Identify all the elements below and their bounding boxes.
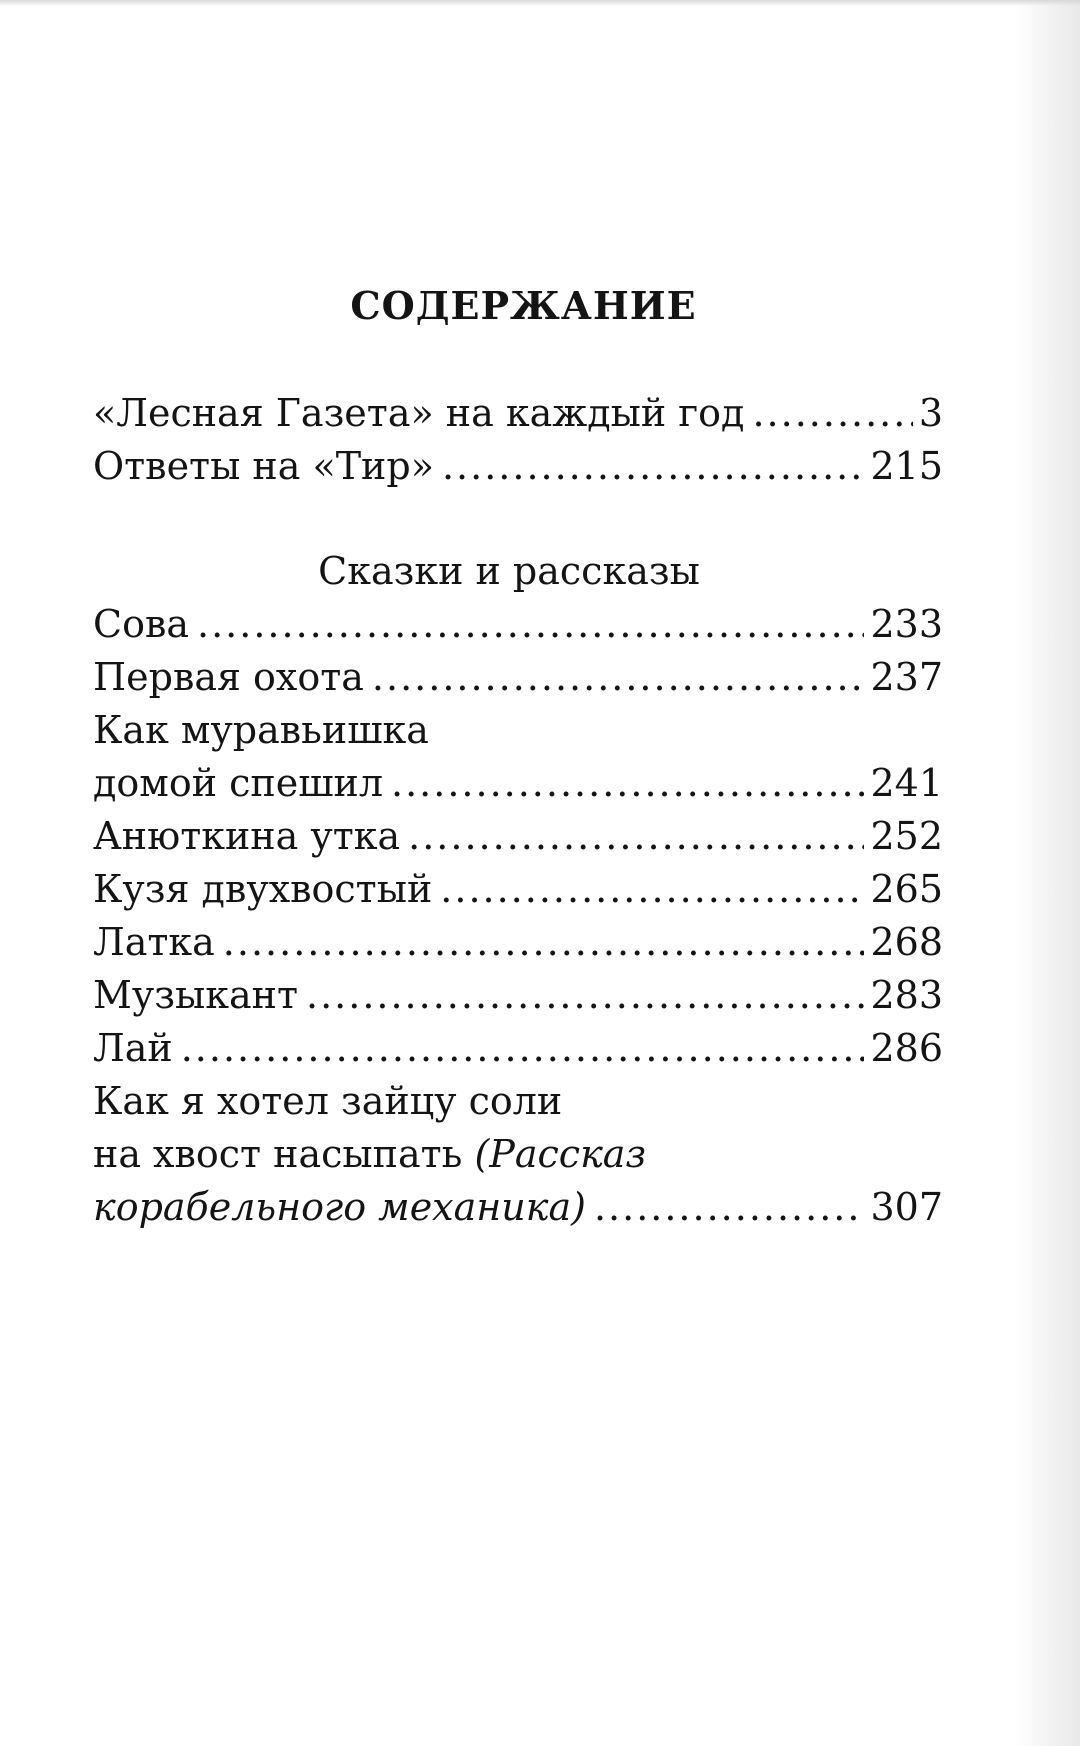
toc-entry-label: Сова bbox=[93, 602, 190, 646]
toc-entry-second-line[interactable] bbox=[93, 1128, 943, 1181]
toc-entry-page: 252 bbox=[870, 814, 943, 858]
toc-entry-page: 265 bbox=[870, 867, 943, 911]
toc-entry-subtitle-start: (Рассказ bbox=[474, 1132, 647, 1176]
toc-entry-label: Анюткина утка bbox=[93, 814, 401, 858]
toc-entry-page: 307 bbox=[870, 1185, 943, 1229]
table-of-contents bbox=[93, 387, 943, 1234]
toc-entry[interactable] bbox=[93, 757, 943, 810]
toc-entry-label: Первая охота bbox=[93, 655, 364, 699]
toc-entry-label-line1: Как я хотел зайцу соли bbox=[93, 1079, 563, 1123]
toc-entry-label: домой спешил bbox=[93, 761, 384, 805]
dot-leader bbox=[594, 1181, 865, 1234]
toc-entry[interactable] bbox=[93, 863, 943, 916]
toc-entry-page: 286 bbox=[870, 1026, 943, 1070]
toc-entry[interactable] bbox=[93, 810, 943, 863]
dot-leader bbox=[181, 1022, 865, 1075]
toc-entry[interactable] bbox=[93, 387, 943, 440]
dot-leader bbox=[391, 757, 864, 810]
toc-entry-label-line2 bbox=[93, 1128, 646, 1181]
dot-leader bbox=[442, 440, 865, 493]
toc-entry[interactable] bbox=[93, 916, 943, 969]
section-heading: Сказки и рассказы bbox=[318, 549, 700, 593]
toc-entry-label-line2-text: на хвост насыпать bbox=[93, 1132, 463, 1176]
toc-entry-label: Музыкант bbox=[93, 973, 298, 1017]
toc-entry-label: Ответы на «Тир» bbox=[93, 444, 434, 488]
dot-leader bbox=[197, 598, 864, 651]
dot-leader bbox=[440, 863, 864, 916]
toc-entry-page: 241 bbox=[870, 761, 943, 805]
toc-entry-first-line[interactable] bbox=[93, 1075, 943, 1128]
dot-leader bbox=[306, 969, 864, 1022]
toc-entry-first-line[interactable] bbox=[93, 704, 943, 757]
toc-entry[interactable] bbox=[93, 1022, 943, 1075]
scan-edge bbox=[0, 0, 1080, 6]
toc-entry[interactable] bbox=[93, 440, 943, 493]
dot-leader bbox=[752, 387, 912, 440]
toc-entry-label: «Лесная Газета» на каждый год bbox=[93, 391, 745, 435]
toc-entry[interactable] bbox=[93, 651, 943, 704]
toc-entry-label-line1: Как муравьишка bbox=[93, 708, 429, 752]
toc-entry-label: Кузя двухвостый bbox=[93, 867, 433, 911]
toc-entry-label: Латка bbox=[93, 920, 215, 964]
toc-entry-page: 215 bbox=[870, 444, 943, 488]
toc-entry[interactable] bbox=[93, 1181, 943, 1234]
toc-entry-label: Лай bbox=[93, 1026, 173, 1070]
toc-entry-page: 233 bbox=[870, 602, 943, 646]
toc-entry-page: 268 bbox=[870, 920, 943, 964]
dot-leader bbox=[223, 916, 865, 969]
dot-leader bbox=[372, 651, 865, 704]
toc-entry-page: 237 bbox=[870, 655, 943, 699]
dot-leader bbox=[408, 810, 864, 863]
toc-entry-page: 3 bbox=[918, 391, 943, 435]
toc-entry-page: 283 bbox=[870, 973, 943, 1017]
toc-entry[interactable] bbox=[93, 969, 943, 1022]
toc-entry[interactable] bbox=[93, 598, 943, 651]
toc-entry-subtitle-end: корабельного механика) bbox=[93, 1185, 586, 1229]
contents-title: СОДЕРЖАНИЕ bbox=[350, 283, 697, 328]
